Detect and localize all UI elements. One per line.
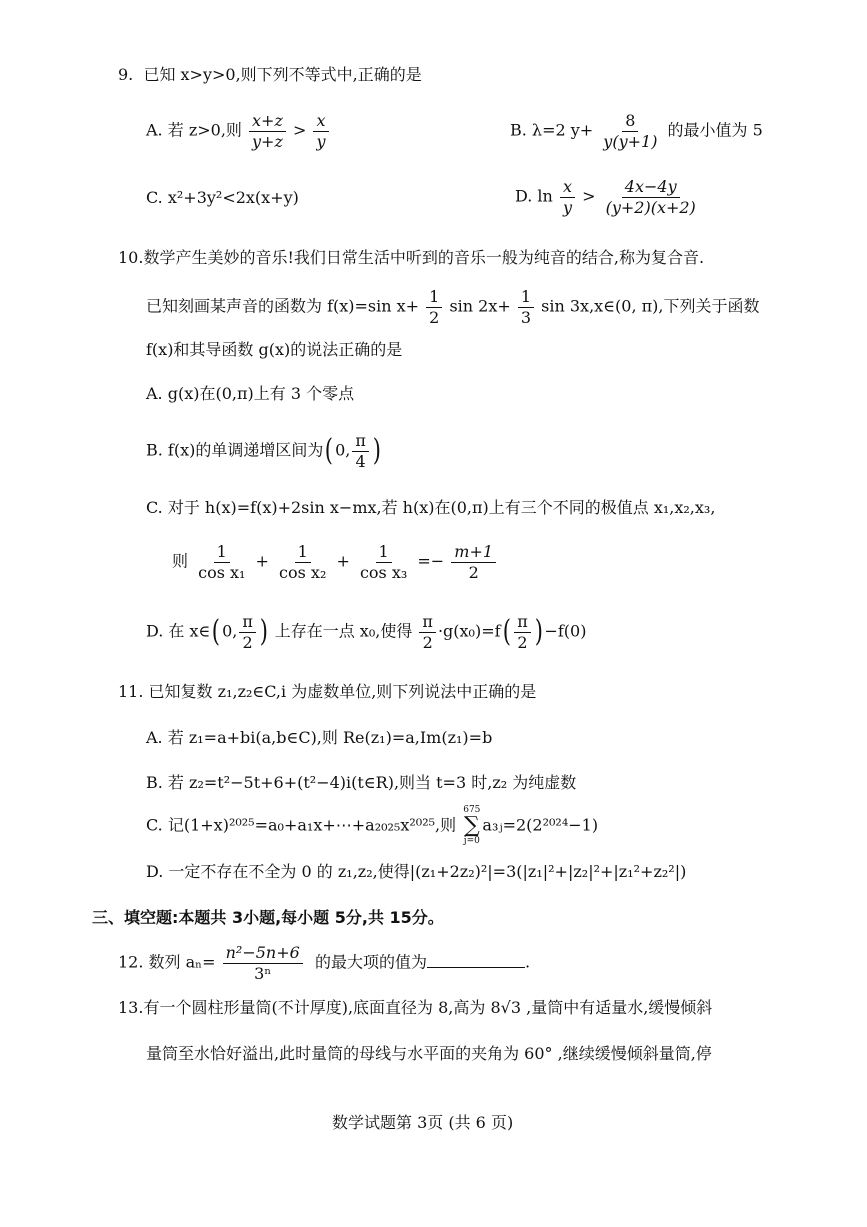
q11-option-c — [146, 806, 598, 846]
q10-d-mid2: ·g(x₀)=f — [437, 621, 501, 641]
q12-end: . — [525, 952, 531, 972]
section-3-heading: 三、填空题:本题共 3小题,每小题 5分,共 15分。 — [92, 908, 444, 927]
q10-line2-post: sin 3x,x∈(0, π),下列关于函数 — [541, 296, 760, 316]
q10-d-text: D. 在 x∈ — [146, 621, 211, 641]
q9-option-a — [146, 112, 331, 150]
q10-c-plus-2: + — [336, 551, 350, 571]
q10-c-then: 则 — [172, 551, 189, 571]
q10-b-inner: 0, — [335, 440, 351, 460]
q10-c-plus-1: + — [255, 551, 269, 571]
q9-b-post: 的最小值为 5 — [667, 120, 763, 140]
q10-d-lparen-2: ( — [502, 614, 511, 650]
q10-c-fraction-2: $\frac{1}{\text{cos x₂}}$ — [279, 542, 327, 582]
q10-d-rparen: ) — [259, 614, 268, 650]
q12 — [118, 944, 530, 982]
q10-b-rparen: ) — [372, 433, 381, 469]
q10-c-fraction-1: $\frac{1}{\text{cos x₁}}$ — [198, 542, 246, 582]
q9-option-b — [510, 112, 763, 150]
q10-d-mid: 上存在一点 x₀,使得 — [274, 621, 413, 641]
q11-stem — [118, 684, 536, 700]
q10-option-c-line2 — [172, 543, 498, 581]
q9-a-fraction-2: $\frac{x}{y}$ — [313, 112, 328, 150]
q10-d-rparen-2: ) — [534, 614, 543, 650]
q10-third-fraction: $\frac{1}{3}$ — [518, 288, 534, 326]
q11-number: 11. — [118, 682, 144, 701]
q9-d-text: D. ln — [515, 186, 553, 206]
q10-c-fraction-4: $\frac{m+1}{2}$ — [451, 543, 496, 581]
page-footer: 数学试题第 3页 (共 6 页) — [332, 1113, 514, 1132]
q12-post: 的最大项的值为 — [314, 952, 427, 972]
q13-line1-text: 有一个圆柱形量筒(不计厚度),底面直径为 8,高为 8√3 ,量筒中有适量水,缓慢倾斜 — [143, 998, 713, 1017]
q10-number: 10. — [118, 248, 144, 267]
q9-d-gt: > — [582, 186, 596, 206]
q12-pre: 数列 aₙ= — [148, 952, 216, 972]
q11-option-d: D. 一定不存在不全为 0 的 z₁,z₂,使得|(z₁+2z₂)²|=3(|z₁|²+|z₂|²+|z₁²+z₂²|) — [146, 862, 687, 881]
q10-half-fraction: $\frac{1}{2}$ — [426, 288, 442, 326]
q10-option-c-line1: C. 对于 h(x)=f(x)+2sin x−mx,若 h(x)在(0,π)上有三个不同的极值点 x₁,x₂,x₃, — [146, 498, 716, 517]
q11-c-summation: 675 ∑ j=0 — [463, 805, 481, 846]
q9-b-fraction: $\frac{8}{y(y+1)}$ — [603, 111, 658, 151]
q10-c-equals: =− — [417, 551, 445, 571]
q11-c-post: a₃ⱼ=2(2²⁰²⁴−1) — [482, 815, 599, 835]
q10-line2 — [146, 288, 759, 326]
q9-b-text: B. λ=2 y+ — [510, 120, 594, 140]
q10-d-post: −f(0) — [544, 621, 587, 641]
q10-c-fraction-3: $\frac{1}{\text{cos x₃}}$ — [359, 542, 408, 582]
q13-line2: 量筒至水恰好溢出,此时量筒的母线与水平面的夹角为 60° ,继续缓慢倾斜量筒,停 — [146, 1044, 712, 1063]
q9-stem — [118, 67, 422, 83]
q9-a-text: A. 若 z>0,则 — [146, 120, 242, 140]
q10-d-inner: 0, — [222, 621, 238, 641]
q10-option-b — [146, 432, 383, 470]
q10-option-a: A. g(x)在(0,π)上有 3 个零点 — [146, 384, 355, 403]
q10-option-d — [146, 613, 586, 651]
q9-number: 9. — [118, 65, 134, 84]
q10-d-fraction-2: $\frac{\pi}{2}$ — [419, 613, 436, 651]
q12-answer-blank — [427, 953, 525, 968]
q9-d-fraction-2: $\frac{4x-4y}{(y+2)(x+2)}$ — [605, 177, 696, 217]
q9-d-fraction-1: $\frac{x}{y}$ — [560, 178, 575, 216]
q10-line3: f(x)和其导函数 g(x)的说法正确的是 — [146, 340, 403, 359]
q9-a-fraction-1: $\frac{x+z}{y+z}$ — [249, 112, 286, 150]
q10-d-fraction-3: $\frac{\pi}{2}$ — [514, 613, 531, 651]
q9-a-gt: > — [292, 120, 307, 140]
q12-number: 12. — [118, 952, 144, 972]
q10-line1 — [118, 250, 704, 266]
q10-b-lparen: ( — [325, 433, 334, 469]
q9-option-c: C. x²+3y²<2x(x+y) — [146, 188, 299, 207]
q11-stem-text: 已知复数 z₁,z₂∈C,i 为虚数单位,则下列说法中正确的是 — [148, 682, 537, 701]
q13-number: 13. — [118, 998, 144, 1017]
q11-option-a: A. 若 z₁=a+bi(a,b∈C),则 Re(z₁)=a,Im(z₁)=b — [146, 728, 493, 747]
q10-line2-pre: 已知刻画某声音的函数为 f(x)=sin x+ — [146, 296, 420, 316]
q11-c-text: C. 记(1+x)²⁰²⁵=a₀+a₁x+⋯+a₂₀₂₅x²⁰²⁵,则 — [146, 815, 457, 835]
q10-b-fraction: $\frac{\pi}{4}$ — [352, 432, 369, 470]
q10-d-lparen: ( — [212, 614, 221, 650]
q12-fraction: $\frac{\text{n²−5n+6}}{\text{3ⁿ}}$ — [223, 944, 303, 982]
q11-option-b: B. 若 z₂=t²−5t+6+(t²−4)i(t∈R),则当 t=3 时,z₂ 为纯虚数 — [146, 773, 577, 792]
q9-stem-text: 已知 x>y>0,则下列不等式中,正确的是 — [143, 65, 422, 84]
q10-line2-mid: sin 2x+ — [449, 296, 511, 316]
q10-d-fraction-1: $\frac{\pi}{2}$ — [239, 613, 256, 651]
q13-line1 — [118, 1000, 712, 1016]
q10-b-text: B. f(x)的单调递增区间为 — [146, 440, 324, 460]
q10-line1-text: 数学产生美妙的音乐!我们日常生活中听到的音乐一般为纯音的结合,称为复合音. — [143, 248, 705, 267]
q9-option-d — [515, 178, 701, 216]
